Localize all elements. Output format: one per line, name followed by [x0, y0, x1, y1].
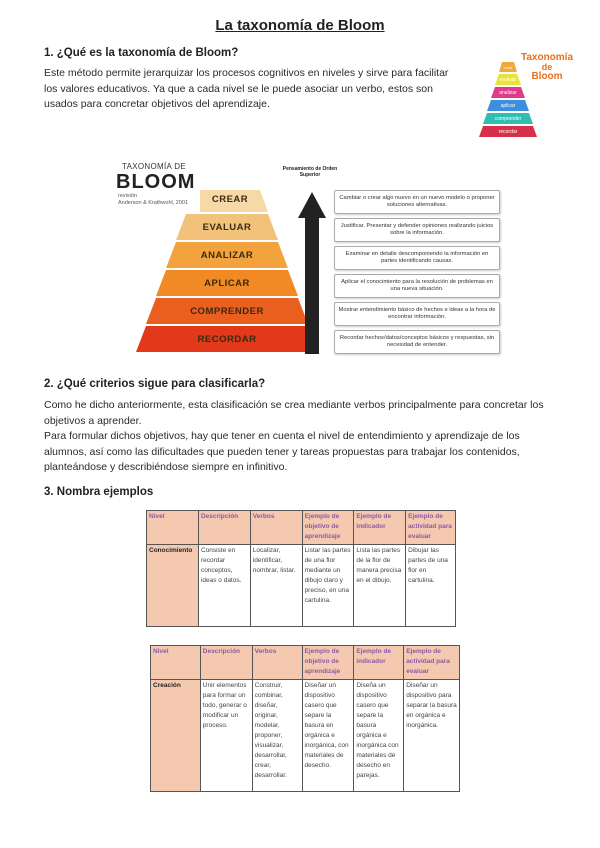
mini-bloom-pyramid: [462, 48, 578, 138]
pyramid-label: ANALIZAR: [200, 250, 254, 261]
mini-title-line: de: [541, 62, 553, 72]
pyramid-label: EVALUAR: [202, 222, 252, 233]
table-row: [147, 545, 456, 627]
section2-line: alumnos, así como las dificultades que pueden tener y tareas propuestas para trabajar los contenidos,: [44, 445, 520, 458]
level-description: Cambiar o crear algo nuevo en un nuevo modelo o proponer soluciones alternativas.: [334, 190, 500, 214]
pyramid-label: COMPRENDER: [190, 306, 264, 317]
table-header: Ejemplo de indicador: [354, 646, 404, 680]
pyramid-label: APLICAR: [204, 278, 250, 289]
table-cell: Diseña un dispositivo casero que separe la basura orgánica e inorgánica con materiales de desecho en parejas.: [354, 680, 404, 792]
table-header: Descripción: [200, 646, 252, 680]
section1-body: [44, 66, 454, 113]
section1-line: Este método permite jerarquizar los procesos cognitivos en niveles y sirve para facilitar: [44, 67, 449, 79]
table-header-row: [151, 646, 460, 680]
table-header-row: [147, 511, 456, 545]
table-row: [151, 680, 460, 792]
bloom-caption-line: revisión: [118, 193, 137, 199]
mini-title-line: Taxonomía: [520, 52, 574, 63]
level-description: Recordar hechos/datos/conceptos básicos y respuestas, sin necesidad de entender.: [334, 330, 500, 354]
table-header: Ejemplo de objetivo de aprendizaje: [302, 511, 354, 545]
example-table-creation: [150, 645, 460, 792]
section2-line: planteándose y describiéndose siempre en infinitivo.: [44, 461, 288, 473]
table-cell: Unir elementos para formar un todo, generar o modificar un proceso.: [200, 680, 252, 792]
level-description: Aplicar el conocimiento para la resolución de problemas en una nueva situación.: [334, 274, 500, 298]
table-cell: Dibujar las partes de una flor en cartulina.: [406, 545, 456, 627]
table-cell: Listar las partes de una flor mediante un dibujo claro y preciso, en una cartulina.: [302, 545, 354, 627]
pyramid-label: RECORDAR: [197, 334, 257, 345]
table-header: Nivel: [147, 511, 199, 545]
section2-body: [44, 398, 549, 476]
table-cell: Localizar, identificar, nombrar, listar.: [250, 545, 302, 627]
mini-level-label: evaluar: [499, 77, 517, 83]
mini-level-label: recordar: [498, 129, 518, 135]
level-description: Justificar. Presentar y defender opiniones realizando juicios sobre la información.: [334, 218, 500, 242]
table-header: Ejemplo de indicador: [354, 511, 406, 545]
pyramid-label: CREAR: [211, 194, 249, 205]
bloom-caption-line: Anderson & Krathwohl, 2001: [118, 200, 189, 206]
mini-level-label: crear: [503, 65, 513, 70]
level-description: Examinar en detalle descomponiendo la información en partes identificando causas.: [334, 246, 500, 270]
table-cell: Construir, combinar, diseñar, originar, modelar, proponer, visualizar, desarrollar, crear, desarrollar.: [252, 680, 302, 792]
section2-line: objetivos a aprender.: [44, 414, 142, 427]
table-cell: Conocimiento: [147, 545, 199, 627]
table-cell: Lista las partes de la flor de manera precisa en el dibujo.: [354, 545, 406, 627]
table-cell: Creación: [151, 680, 201, 792]
bloom-header-big: BLOOM: [116, 171, 196, 193]
section2-line: Como he dicho anteriormente, esta clasificación se crea mediante verbos principalmente para concretar los: [44, 399, 544, 411]
table-header: Ejemplo de actividad para evaluar: [404, 646, 460, 680]
section3-heading: 3. Nombra ejemplos: [44, 486, 154, 498]
table-header: Verbos: [252, 646, 302, 680]
bloom-header-small: TAXONOMÍA DE: [122, 162, 186, 171]
table-header: Ejemplo de objetivo de aprendizaje: [302, 646, 354, 680]
section2-heading: 2. ¿Qué criterios sigue para clasificarla?: [44, 378, 266, 390]
bloom-figure: [112, 162, 502, 358]
table-cell: Diseñar un dispositivo casero que separe la basura en orgánica e inorgánica, con materiales de desecho.: [302, 680, 354, 792]
mini-title-line: Bloom: [531, 71, 563, 82]
section2-line: Para formular dichos objetivos, hay que tener en cuenta el nivel de entendimiento y aprendizaje de los: [44, 430, 520, 442]
table-cell: Consiste en recordar conceptos, ideas o datos.: [198, 545, 250, 627]
table-header: Nivel: [151, 646, 201, 680]
mini-level-label: comprender: [494, 116, 522, 122]
mini-pyramid-graphic: [462, 48, 578, 138]
mini-level-label: analizar: [499, 90, 517, 96]
mini-level-label: aplicar: [500, 103, 516, 109]
level-description: Mostrar entendimiento básico de hechos e ideas a la hora de encontrar información.: [334, 302, 500, 326]
table-header: Verbos: [250, 511, 302, 545]
page-title: La taxonomía de Bloom: [215, 17, 385, 34]
section1-line: los valores educativos. Ya que a cada nivel se le puede asociar un verbo, estos son: [44, 82, 433, 95]
table-cell: Diseñar un dispositivo para separar la basura en orgánica e inorgánica.: [404, 680, 460, 792]
example-table-knowledge: [146, 510, 456, 627]
table-header: Ejemplo de actividad para evaluar: [406, 511, 456, 545]
section1-heading: 1. ¿Qué es la taxonomía de Bloom?: [44, 47, 239, 59]
table-header: Descripción: [198, 511, 250, 545]
arrow-caption: Pensamiento de Orden Superior: [282, 166, 338, 178]
section1-line: usados para concretar objetivos del aprendizaje.: [44, 98, 270, 110]
